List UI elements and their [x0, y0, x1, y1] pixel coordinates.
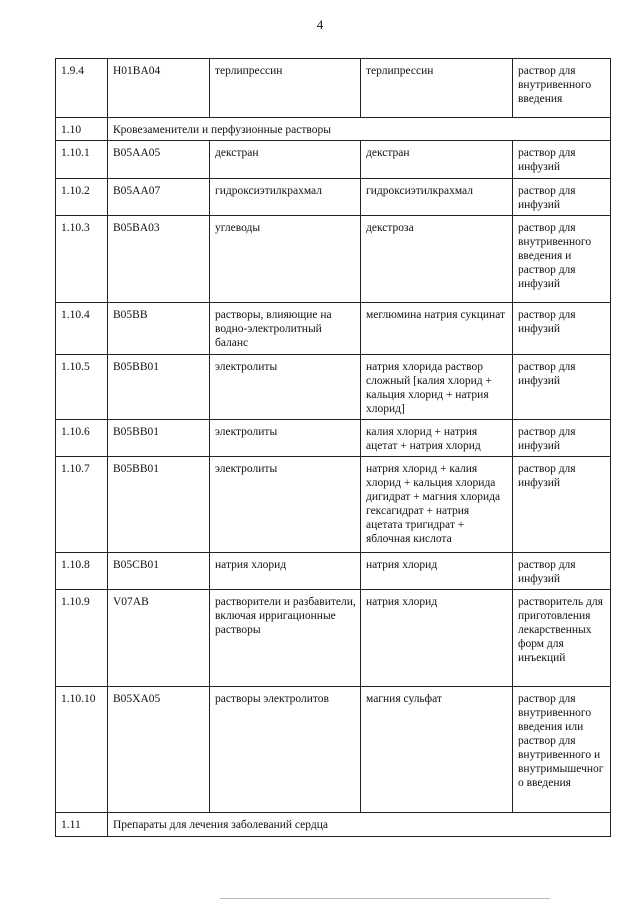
- table-row: [56, 687, 611, 813]
- table-row: [56, 355, 611, 420]
- table-row: [56, 179, 611, 216]
- atc-code-cell: B05BB01: [108, 457, 210, 553]
- pharmacological-group-cell: электролиты: [210, 420, 361, 457]
- pharmacological-group-cell: терлипрессин: [210, 59, 361, 118]
- drug-name-cell: терлипрессин: [361, 59, 513, 118]
- item-number-cell: 1.10.7: [56, 457, 108, 553]
- table-row: [56, 141, 611, 179]
- dosage-form-cell: раствор для внутривенного введения или раствор для внутривенного и внутримышечного введения: [513, 687, 611, 813]
- item-number-cell: 1.10.4: [56, 303, 108, 355]
- dosage-form-cell: растворитель для приготовления лекарственных форм для инъекций: [513, 590, 611, 687]
- pharmacological-group-cell: декстран: [210, 141, 361, 179]
- pharmacological-group-cell: электролиты: [210, 457, 361, 553]
- drug-name-cell: меглюмина натрия сукцинат: [361, 303, 513, 355]
- table-row: [56, 590, 611, 687]
- dosage-form-cell: раствор для инфузий: [513, 457, 611, 553]
- table-row: [56, 420, 611, 457]
- section-row: [56, 813, 611, 837]
- item-number-cell: 1.10.1: [56, 141, 108, 179]
- item-number-cell: 1.10.9: [56, 590, 108, 687]
- pharmacological-group-cell: электролиты: [210, 355, 361, 420]
- atc-code-cell: V07AB: [108, 590, 210, 687]
- atc-code-cell: B05BA03: [108, 216, 210, 303]
- dosage-form-cell: раствор для инфузий: [513, 420, 611, 457]
- atc-code-cell: H01BA04: [108, 59, 210, 118]
- pharmacological-group-cell: углеводы: [210, 216, 361, 303]
- item-number-cell: 1.9.4: [56, 59, 108, 118]
- item-number-cell: 1.10.10: [56, 687, 108, 813]
- table-row: [56, 59, 611, 118]
- section-number-cell: 1.10: [56, 118, 108, 141]
- pharmacological-group-cell: растворы, влияющие на водно-электролитный баланс: [210, 303, 361, 355]
- section-title-cell: Препараты для лечения заболеваний сердца: [108, 813, 611, 837]
- table-row: [56, 303, 611, 355]
- atc-code-cell: B05BB: [108, 303, 210, 355]
- item-number-cell: 1.10.2: [56, 179, 108, 216]
- pharmacological-group-cell: растворители и разбавители, включая ирригационные растворы: [210, 590, 361, 687]
- drug-name-cell: натрия хлорид: [361, 590, 513, 687]
- item-number-cell: 1.10.8: [56, 553, 108, 590]
- atc-code-cell: B05AA05: [108, 141, 210, 179]
- dosage-form-cell: раствор для инфузий: [513, 141, 611, 179]
- atc-code-cell: B05BB01: [108, 420, 210, 457]
- drug-name-cell: натрия хлорида раствор сложный [калия хлорид + кальция хлорид + натрия хлорид]: [361, 355, 513, 420]
- pharmacological-group-cell: растворы электролитов: [210, 687, 361, 813]
- dosage-form-cell: раствор для внутривенного введения и раствор для инфузий: [513, 216, 611, 303]
- atc-code-cell: B05CB01: [108, 553, 210, 590]
- drug-name-cell: декстроза: [361, 216, 513, 303]
- pharmacological-group-cell: натрия хлорид: [210, 553, 361, 590]
- page-edge-line: [220, 898, 550, 899]
- table-row: [56, 457, 611, 553]
- drug-name-cell: натрия хлорид + калия хлорид + кальция хлорида дигидрат + магния хлорида гексагидрат + натрия ацетата тригидрат + яблочная кислота: [361, 457, 513, 553]
- dosage-form-cell: раствор для внутривенного введения: [513, 59, 611, 118]
- section-number-cell: 1.11: [56, 813, 108, 837]
- atc-code-cell: B05BB01: [108, 355, 210, 420]
- drug-name-cell: декстран: [361, 141, 513, 179]
- page-number: 4: [316, 17, 324, 32]
- table-row: [56, 216, 611, 303]
- dosage-form-cell: раствор для инфузий: [513, 355, 611, 420]
- drug-name-cell: натрия хлорид: [361, 553, 513, 590]
- drug-name-cell: магния сульфат: [361, 687, 513, 813]
- atc-code-cell: B05XA05: [108, 687, 210, 813]
- pharmacological-group-cell: гидроксиэтилкрахмал: [210, 179, 361, 216]
- section-row: [56, 118, 611, 141]
- item-number-cell: 1.10.6: [56, 420, 108, 457]
- item-number-cell: 1.10.3: [56, 216, 108, 303]
- dosage-form-cell: раствор для инфузий: [513, 303, 611, 355]
- table-row: [56, 553, 611, 590]
- drug-name-cell: гидроксиэтилкрахмал: [361, 179, 513, 216]
- item-number-cell: 1.10.5: [56, 355, 108, 420]
- medication-table: [55, 58, 611, 837]
- dosage-form-cell: раствор для инфузий: [513, 179, 611, 216]
- section-title-cell: Кровезаменители и перфузионные растворы: [108, 118, 611, 141]
- atc-code-cell: B05AA07: [108, 179, 210, 216]
- dosage-form-cell: раствор для инфузий: [513, 553, 611, 590]
- drug-name-cell: калия хлорид + натрия ацетат + натрия хлорид: [361, 420, 513, 457]
